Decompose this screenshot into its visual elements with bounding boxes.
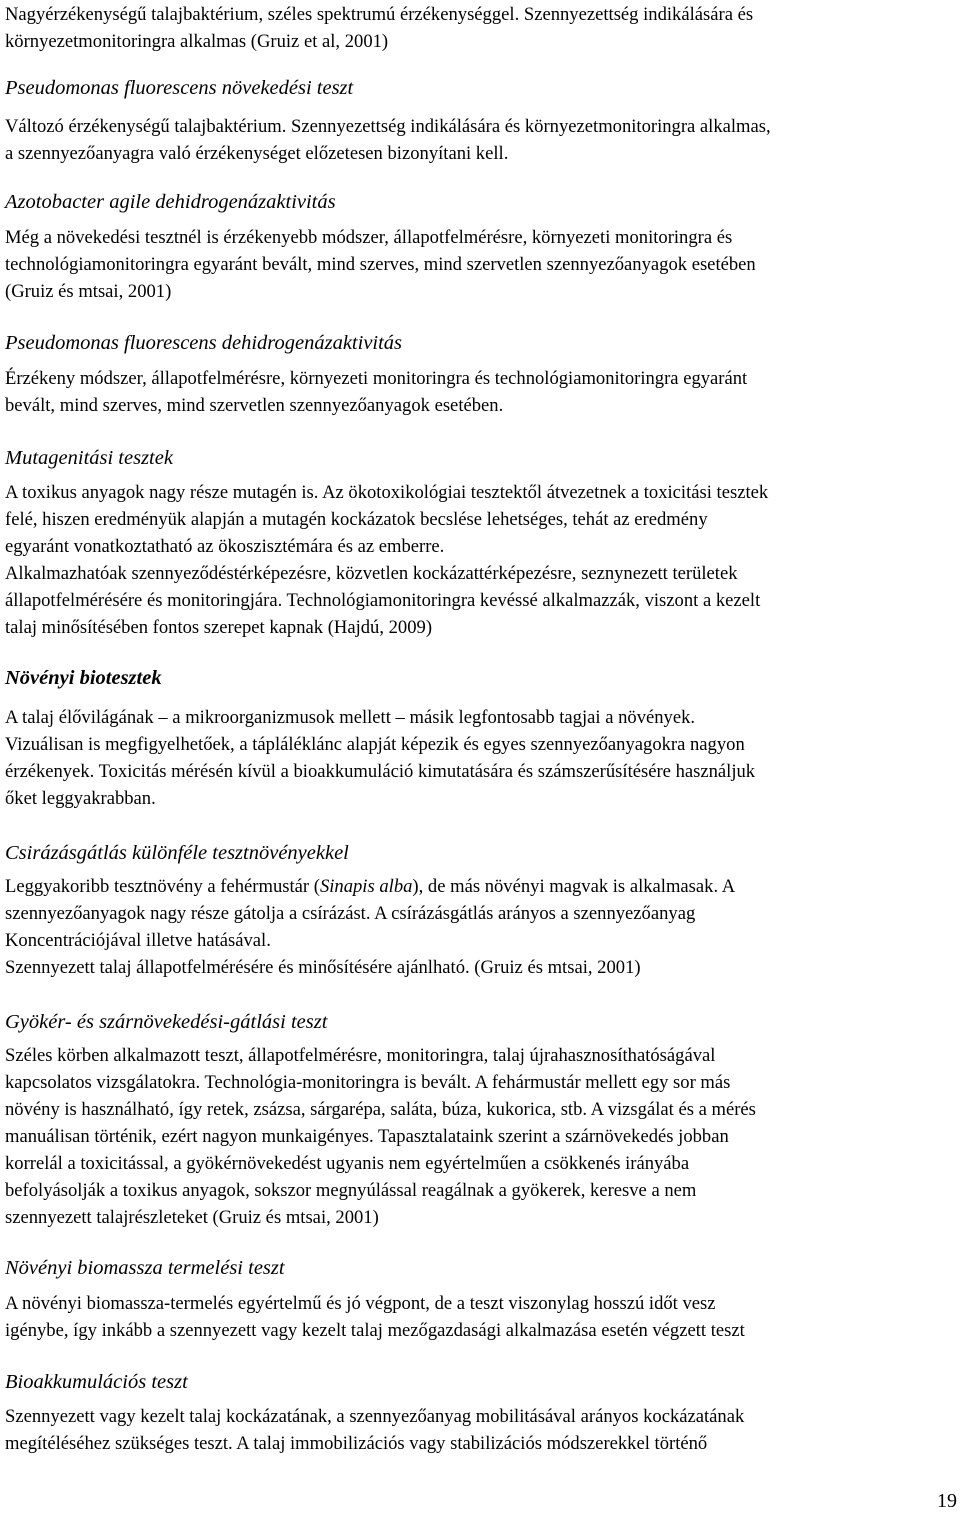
- text-line: felé, hiszen eredményük alapján a mutagén kockázatok becslése lehetséges, tehát az eredmény: [5, 509, 708, 530]
- section-heading: Pseudomonas fluorescens növekedési teszt: [5, 77, 354, 99]
- text-line: szennyezett talajrészleteket (Gruiz és mtsai, 2001): [5, 1207, 379, 1228]
- section-heading: Azotobacter agile dehidrogenázaktivitás: [5, 191, 336, 213]
- species-name: Sinapis alba: [319, 876, 413, 897]
- text-line: Koncentrációjával illetve hatásával.: [5, 930, 271, 951]
- text-line: növény is használható, így retek, zsázsa, sárgarépa, saláta, búza, kukorica, stb. A vizsgálat és a mérés: [5, 1099, 756, 1120]
- text-line: őket leggyakrabban.: [5, 788, 156, 809]
- section-heading: Növényi biomassza termelési teszt: [5, 1257, 285, 1279]
- paragraph-intro: [5, 1, 753, 55]
- text-line: Szennyezett talaj állapotfelmérésére és minősítésére ajánlható. (Gruiz és mtsai, 2001): [5, 957, 641, 978]
- page-number: 19: [937, 1490, 957, 1512]
- text-line: korrelál a toxicitással, a gyökérnövekedést ugyanis nem egyértelműen a csökkenés irányába: [5, 1153, 690, 1174]
- paragraph: [5, 704, 755, 812]
- section-heading: Mutagenitási tesztek: [5, 447, 173, 469]
- text-line: Még a növekedési tesztnél is érzékenyebb módszer, állapotfelmérésre, környezeti monitoringra és: [5, 227, 733, 248]
- section-heading: Bioakkumulációs teszt: [5, 1371, 188, 1393]
- section-heading: Csirázásgátlás különféle tesztnövényekkel: [5, 842, 349, 864]
- text-line: Leggyakoribb tesztnövény a fehérmustár (Sinapis alba), de más növényi magvak is alkalmasak. A: [5, 876, 736, 897]
- text-line: Változó érzékenységű talajbaktérium. Szennyezettség indikálására és környezetmonitoringra alkalmas,: [5, 116, 771, 137]
- text-line: a szennyezőanyagra való érzékenységet előzetesen bizonyítani kell.: [5, 143, 509, 164]
- text-line: egyaránt vonatkoztatható az ökoszisztémára és az emberre.: [5, 536, 445, 557]
- paragraph: [5, 365, 747, 419]
- text-line: manuálisan történik, ezért nagyon munkaigényes. Tapasztalataink szerint a szárnövekedés jobban: [5, 1126, 729, 1147]
- text-line: Érzékeny módszer, állapotfelmérésre, környezeti monitoringra és technológiamonitoringra egyaránt: [5, 368, 748, 389]
- paragraph: [5, 224, 756, 305]
- paragraph: [5, 1403, 744, 1457]
- text-line: A növényi biomassza-termelés egyértelmű és jó végpont, de a teszt viszonylag hosszú időt vesz: [5, 1293, 716, 1314]
- text-line: igénybe, így inkább a szennyezett vagy kezelt talaj mezőgazdasági alkalmazása esetén végzett teszt: [5, 1320, 745, 1341]
- text-line: (Gruiz és mtsai, 2001): [5, 281, 172, 302]
- text-line: Szennyezett vagy kezelt talaj kockázatának, a szennyezőanyag mobilitásával arányos kockázatának: [5, 1406, 745, 1427]
- paragraph: [5, 1290, 745, 1344]
- text-line: A talaj élővilágának – a mikroorganizmusok mellett – másik legfontosabb tagjai a növények.: [5, 707, 696, 728]
- paragraph: [5, 873, 735, 981]
- text-line: bevált, mind szerves, mind szervetlen szennyezőanyagok esetében.: [5, 395, 504, 416]
- text-line: megítéléséhez szükséges teszt. A talaj immobilizációs vagy stabilizációs módszerekkel történő: [5, 1433, 708, 1454]
- text-line: érzékenyek. Toxicitás mérésén kívül a bioakkumuláció kimutatására és számszerűsítésére használjuk: [5, 761, 756, 782]
- text-line: kapcsolatos vizsgálatokra. Technológia-monitoringra is bevált. A fehármustár mellett egy sor más: [5, 1072, 731, 1093]
- text-line: technológiamonitoringra egyaránt bevált, mind szerves, mind szervetlen szennyezőanyagok esetében: [5, 254, 756, 275]
- text-line: környezetmonitoringra alkalmas (Gruiz et al, 2001): [5, 31, 389, 52]
- text-line: Alkalmazhatóak szennyeződéstérképezésre, közvetlen kockázattérképezésre, seznynezett területek: [5, 563, 738, 584]
- text-line: Vizuálisan is megfigyelhetőek, a tápláléklánc alapját képezik és egyes szennyezőanyagokra nagyon: [5, 734, 745, 755]
- text-line: talaj minősítésében fontos szerepet kapnak (Hajdú, 2009): [5, 617, 433, 638]
- section-heading-bold: Növényi biotesztek: [5, 667, 162, 689]
- text-line: A toxikus anyagok nagy része mutagén is. Az ökotoxikológiai tesztektől átvezetnek a toxicitási tesztek: [5, 482, 769, 503]
- text-line: befolyásolják a toxikus anyagok, sokszor megnyúlással reagálnak a gyökerek, keresve a nem: [5, 1180, 697, 1201]
- text-line: Széles körben alkalmazott teszt, állapotfelmérésre, monitoringra, talaj újrahasznosíthatóságával: [5, 1045, 716, 1066]
- paragraph: [5, 1042, 756, 1231]
- section-heading: Pseudomonas fluorescens dehidrogenázaktivitás: [5, 332, 403, 354]
- section-heading: Gyökér- és szárnövekedési-gátlási teszt: [5, 1011, 328, 1033]
- text-line: állapotfelmérésére és monitoringjára. Technológiamonitoringra kevéssé alkalmazzák, viszont a kezelt: [5, 590, 761, 611]
- text-line: Nagyérzékenységű talajbaktérium, széles spektrumú érzékenységgel. Szennyezettség indikálására és: [5, 4, 754, 25]
- text-line: szennyezőanyagok nagy része gátolja a csírázást. A csírázásgátlás arányos a szennyezőanyag: [5, 903, 696, 924]
- paragraph: [5, 479, 768, 641]
- paragraph: [5, 113, 771, 167]
